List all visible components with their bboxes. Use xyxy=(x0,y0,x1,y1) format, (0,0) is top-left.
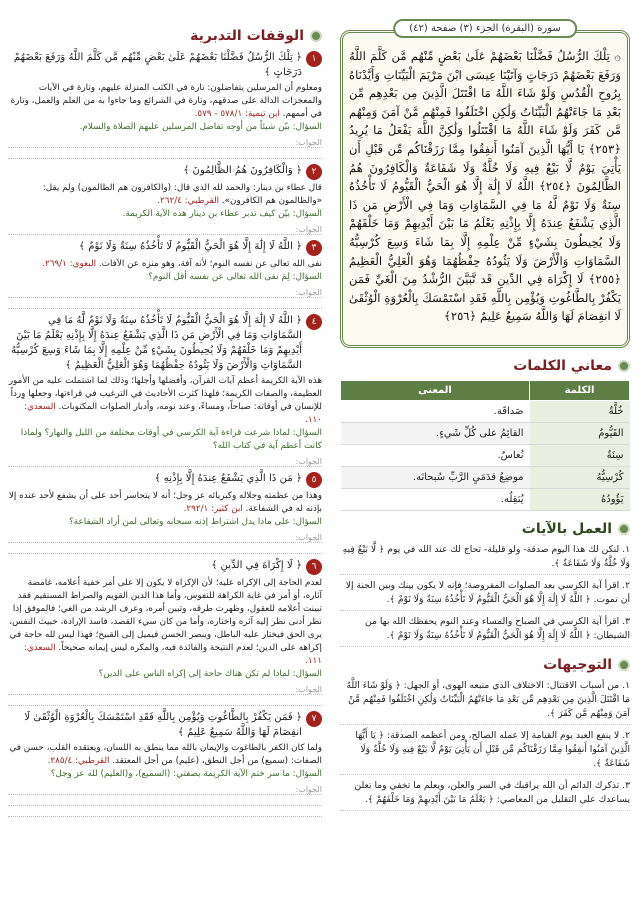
meaning-cell: موضِعُ قدَمَيِ الرَّبِّ سُبحانَه. xyxy=(341,467,530,489)
stop-number-badge: ٥ xyxy=(306,472,322,488)
section-bullet-icon xyxy=(618,523,630,535)
stop-number-badge: ٦ xyxy=(306,559,322,575)
stop-source: ابن تيمية: ٥٧٨/١ - ٥٧٩. xyxy=(194,109,280,119)
tawjihat-title: التوجيهات xyxy=(340,657,630,673)
stop-body-text: نفى الله تعالى عن نفسه النوم؛ لأنه آفة، وهو منزه عن الآفات. xyxy=(98,259,322,269)
stop-source: ابن كثير: ٢٩٢/١. xyxy=(183,504,243,514)
mushaf-frame xyxy=(340,23,630,348)
right-column xyxy=(340,23,630,815)
stop-ayah-text: ﴿ اللَّهُ لَا إِلَٰهَ إِلَّا هُوَ الْحَيُّ الْقَيُّومُ لَا تَأْخُذُهُ سِنَةٌ وَلَا نَوْمٌ ﴾ xyxy=(79,241,302,252)
stop-source: السعدي: ١١١. xyxy=(23,643,322,666)
answer-line[interactable] xyxy=(8,806,322,817)
list-item: ٣. تذكرك الدائم أن الله يراقبك في السر والعلن، ويعلم ما تخفي وما تعلن يساعدك على التقليل من المعاصي: ﴿ يَعْلَمُ مَا بَيْنَ أَيْدِيهِمْ وَمَا خَلْفَهُمْ ﴾. xyxy=(340,779,630,811)
stop-source: البغوي: ٢٦٩/١. xyxy=(42,259,97,269)
stop-body xyxy=(8,577,322,668)
list-item: ٢. اقرأ آية الكرسي بعد الصلوات المفروضة؛ فإنه لا يكون بينك وبين الجنة إلا أن تموت. ﴿ اللَّهُ لَا إِلَٰهَ إِلَّا هُوَ الْحَيُّ الْقَيُّومُ لَا تَأْخُذُهُ سِنَةٌ وَلَا نَوْمٌ ﴾. xyxy=(340,579,630,611)
stop-item xyxy=(8,313,322,467)
stops-title: الوقفات التدبرية xyxy=(8,28,322,44)
stop-item xyxy=(8,50,322,159)
col-word: الكلمة xyxy=(530,381,630,401)
stop-ayah-text: ﴿ اللَّهُ لَا إِلَٰهَ إِلَّا هُوَ الْحَيُّ الْقَيُّومُ لَا تَأْخُذُهُ سِنَةٌ وَلَا نَوْمٌ لَّهُ مَا فِي السَّمَاوَاتِ وَمَا فِي الْأَرْضِ مَن ذَا الَّذِي يَشْفَعُ عِندَهُ إِلَّا بِإِذْنِهِ يَعْلَمُ مَا بَيْنَ أَيْدِيهِمْ وَمَا خَلْفَهُمْ وَلَا يُحِيطُونَ بِشَيْءٍ مِّنْ عِلْمِهِ إِلَّا بِمَا شَاءَ وَسِعَ كُرْسِيُّهُ السَّمَاوَاتِ وَالْأَرْضَ وَلَا يَئُودُهُ حِفْظُهُمَا وَهُوَ الْعَلِيُّ الْعَظِيمُ ﴾ xyxy=(11,315,302,371)
stop-body-text: وهذا من عظمته وجلاله وكبريائه عز وجل؛ أنه لا يتجاسر أحد على أن يشفع لأحد عنده إلا بإذنه له في الشفاعة. xyxy=(8,491,322,514)
table-row xyxy=(341,445,630,467)
stop-number-badge: ٤ xyxy=(306,314,322,330)
stop-answer-label[interactable]: الجواب: xyxy=(8,455,322,467)
stop-source: القرطبي: ٢٨٥/٤. xyxy=(47,756,110,766)
table-row xyxy=(341,489,630,511)
stop-source: السعدي: ١١٠. xyxy=(24,402,322,425)
answer-line[interactable] xyxy=(8,543,322,554)
stop-question: السؤال: لِمَ نفى الله تعالى عن نفسه أقل النوم؟ xyxy=(148,272,322,282)
stop-number-badge: ١ xyxy=(306,51,322,67)
stop-number-badge: ٢ xyxy=(306,164,322,180)
word-cell: القَيُّومُ xyxy=(530,423,630,445)
stop-body xyxy=(8,182,322,208)
stop-ayah xyxy=(8,313,322,373)
table-row xyxy=(341,423,630,445)
amal-list xyxy=(340,543,630,647)
stop-body xyxy=(8,490,322,516)
stop-ayah-text: ﴿ فَمَن يَكْفُرْ بِالطَّاغُوتِ وَيُؤْمِن بِاللَّهِ فَقَدِ اسْتَمْسَكَ بِالْعُرْوَةِ الْوُثْقَىٰ لَا انفِصَامَ لَهَا وَاللَّهُ سَمِيعٌ عَلِيمٌ ﴾ xyxy=(24,712,302,738)
stop-body xyxy=(8,742,322,768)
stop-number-badge: ٧ xyxy=(306,711,322,727)
section-bullet-icon xyxy=(618,360,630,372)
stop-body-text: هذه الآية الكريمة أعظم آيات القرآن، وأفضلها وأجلها؛ وذلك لما اشتملت عليه من الأمور العظيمة، والصفات الكريمة؛ فلهذا كثرت الأحاديث في الترغيب في قراءتها، وجعلها وِرداً للإنسان في أوقاته: صباحاً، ومساءً، وعند نومه، وأدبار الصلوات المكتوبات. xyxy=(8,376,322,412)
section-bullet-icon xyxy=(310,30,322,42)
words-table-header xyxy=(341,381,630,401)
meaning-cell: القائِمُ على كُلِّ شَيءٍ. xyxy=(341,423,530,445)
stop-ayah xyxy=(8,50,322,80)
stop-answer-label[interactable]: الجواب: xyxy=(8,286,322,298)
meaning-cell: صَداقَة. xyxy=(341,401,530,423)
stop-ayah-text: ﴿ وَالْكَافِرُونَ هُمُ الظَّالِمُونَ ﴾ xyxy=(183,165,302,176)
stop-body xyxy=(8,82,322,121)
col-meaning: المعنى xyxy=(341,381,530,401)
stop-question: السؤال: بيّن شيئاً من أوجه تفاضل المرسلين عليهم الصلاة والسلام. xyxy=(79,122,322,132)
stop-body xyxy=(8,258,322,271)
answer-line[interactable] xyxy=(8,795,322,806)
stop-source: القرطبي: ٢٦٢/٤. xyxy=(157,196,220,206)
answer-line[interactable] xyxy=(8,695,322,706)
answer-line[interactable] xyxy=(8,298,322,309)
word-cell: سِنَةٌ xyxy=(530,445,630,467)
stop-answer-label[interactable]: الجواب: xyxy=(8,223,322,235)
stop-body-text: قال عطاء بن دينار: والحمد لله الذي قال: (والكافرون هم الظالمون) ولم يقل: «والظالمون هم الكافرون». xyxy=(42,183,322,206)
stop-question: السؤال: على ماذا يدل اشتراط إذنه سبحانه وتعالى لمن أراد الشفاعة؟ xyxy=(69,517,322,527)
left-column xyxy=(8,28,322,821)
quran-text: ۞ تِلْكَ الرُّسُلُ فَضَّلْنَا بَعْضَهُمْ عَلَىٰ بَعْضٍ مِّنْهُم مَّن كَلَّمَ اللَّهُ وَرَفَعَ بَعْضَهُمْ دَرَجَاتٍ وَآتَيْنَا عِيسَى ابْنَ مَرْيَمَ الْبَيِّنَاتِ وَأَيَّدْنَاهُ بِرُوحِ الْقُدُسِ وَلَوْ شَاءَ اللَّهُ مَا اقْتَتَلَ الَّذِينَ مِن بَعْدِهِم مِّن بَعْدِ مَا جَاءَتْهُمُ الْبَيِّنَاتُ وَلَٰكِنِ اخْتَلَفُوا فَمِنْهُم مَّنْ آمَنَ وَمِنْهُم مَّن كَفَرَ وَلَوْ شَاءَ اللَّهُ مَا اقْتَتَلُوا وَلَٰكِنَّ اللَّهَ يَفْعَلُ مَا يُرِيدُ ﴿٢٥٣﴾ يَا أَيُّهَا الَّذِينَ آمَنُوا أَنفِقُوا مِمَّا رَزَقْنَاكُم مِّن قَبْلِ أَن يَأْتِيَ يَوْمٌ لَّا بَيْعٌ فِيهِ وَلَا خُلَّةٌ وَلَا شَفَاعَةٌ وَالْكَافِرُونَ هُمُ الظَّالِمُونَ ﴿٢٥٤﴾ اللَّهُ لَا إِلَٰهَ إِلَّا هُوَ الْحَيُّ الْقَيُّومُ لَا تَأْخُذُهُ سِنَةٌ وَلَا نَوْمٌ لَّهُ مَا فِي السَّمَاوَاتِ وَمَا فِي الْأَرْضِ مَن ذَا الَّذِي يَشْفَعُ عِندَهُ إِلَّا بِإِذْنِهِ يَعْلَمُ مَا بَيْنَ أَيْدِيهِمْ وَمَا خَلْفَهُمْ وَلَا يُحِيطُونَ بِشَيْءٍ مِّنْ عِلْمِهِ إِلَّا بِمَا شَاءَ وَسِعَ كُرْسِيُّهُ السَّمَاوَاتِ وَالْأَرْضَ وَلَا يَئُودُهُ حِفْظُهُمَا وَهُوَ الْعَلِيُّ الْعَظِيمُ ﴿٢٥٥﴾ لَا إِكْرَاهَ فِي الدِّينِ قَد تَّبَيَّنَ الرُّشْدُ مِنَ الْغَيِّ فَمَن يَكْفُرْ بِالطَّاغُوتِ وَيُؤْمِن بِاللَّهِ فَقَدِ اسْتَمْسَكَ بِالْعُرْوَةِ الْوُثْقَىٰ لَا انفِصَامَ لَهَا وَاللَّهُ سَمِيعٌ عَلِيمٌ ﴿٢٥٦﴾ xyxy=(349,49,622,324)
tawjihat-list xyxy=(340,679,630,811)
answer-line[interactable] xyxy=(8,148,322,159)
meaning-cell: نُعاسٌ. xyxy=(341,445,530,467)
stop-item xyxy=(8,471,322,554)
list-item: ٣. اقرأ آية الكرسي في الصباح والمساء وعند النوم يحفظك الله بها من الشيطان: ﴿ اللَّهُ لَا إِلَٰهَ إِلَّا هُوَ الْحَيُّ الْقَيُّومُ لَا تَأْخُذُهُ سِنَةٌ وَلَا نَوْمٌ ﴾. xyxy=(340,615,630,647)
mushaf-header: سورة (البقرة) الجزء (٣) صفحة (٤٢) xyxy=(393,19,577,38)
table-row xyxy=(341,467,630,489)
stop-number-badge: ٣ xyxy=(306,240,322,256)
stop-body-text: ومعلوم أن المرسلين يتفاضلون: تارة في الكتب المنزلة عليهم، وتارة في الآيات والمعجزات الدالة على صدقهم، وتارة في الشرائع وما جاءوا به من العلم والعمل، وتارة في أممهم. xyxy=(10,83,322,119)
section-bullet-icon xyxy=(618,659,630,671)
stop-ayah xyxy=(8,239,322,256)
words-table xyxy=(340,380,630,511)
stop-body xyxy=(8,375,322,427)
stop-body-text: لعدم الحاجة إلى الإكراه عليه؛ لأن الإكراه لا يكون إلا على أمر خفية أعلامه، غامضة آثاره، أو أمر في غاية الكراهة للنفوس، وأما هذا الدين القويم والصراط المستقيم فقد تبينت أعلامه للعقول، وظهرت طرقه، وتبين أمره، وعرف الرشد من الغي؛ فالموفق إذا نظر أدنى نظر إليه آثره واختاره، وأما من كان سيء القصد، فاسد الإرادة، خبيث النفس، يرى الحق فيختار عليه الباطل، ويبصر الحسن فيميل إلى القبيح؛ فهذا ليس لله حاجة في إكراهه على الدين؛ لعدم النتيجة والفائدة فيه، والمكره ليس إيمانه صحيحاً. xyxy=(9,578,322,653)
stop-item xyxy=(8,558,322,706)
stop-question: السؤال: بيّن كيف تدبر عطاء بن دينار هذه الآية الكريمة. xyxy=(122,209,322,219)
stop-ayah-text: ﴿ لَا إِكْرَاهَ فِي الدِّينِ ﴾ xyxy=(211,560,302,571)
stop-ayah-text: ﴿ تِلْكَ الرُّسُلُ فَضَّلْنَا بَعْضَهُمْ عَلَىٰ بَعْضٍ مِّنْهُم مَّن كَلَّمَ اللَّهُ وَرَفَعَ بَعْضَهُمْ دَرَجَاتٍ ﴾ xyxy=(13,52,302,78)
table-row xyxy=(341,401,630,423)
stop-ayah-text: ﴿ مَن ذَا الَّذِي يَشْفَعُ عِندَهُ إِلَّا بِإِذْنِهِ ﴾ xyxy=(154,473,302,484)
stop-answer-label[interactable]: الجواب: xyxy=(8,136,322,148)
list-item: ١. لنكن لك هذا اليوم صدقة- ولو قليلة- تحاج لك عند الله في يوم ﴿ لَّا بَيْعٌ فِيهِ وَلَا خُلَّةٌ وَلَا شَفَاعَةٌ ﴾. xyxy=(340,543,630,575)
stop-item xyxy=(8,239,322,309)
word-cell: كُرْسِيُّهُ xyxy=(530,467,630,489)
stop-answer-label[interactable]: الجواب: xyxy=(8,683,322,695)
word-cell: خُلَّةٌ xyxy=(530,401,630,423)
stop-item xyxy=(8,163,322,235)
stop-ayah xyxy=(8,471,322,488)
word-cell: يَؤُودُهُ xyxy=(530,489,630,511)
stop-ayah xyxy=(8,163,322,180)
stop-body-text: ولما كان الكفر بالطاغوت والإيمان بالله مما ينطق به اللسان، ويعتقده القلب، حسن في الصفات: (سميع) من أجل النطق، (عليم) من أجل المعتقد. xyxy=(9,743,322,766)
list-item: ٢. لا ينفع العبد يوم القيامة إلا عمله الصالح، ومن أعظمه الصدقة: ﴿ يَا أَيُّهَا الَّذِينَ آمَنُوا أَنفِقُوا مِمَّا رَزَقْنَاكُم مِّن قَبْلِ أَن يَأْتِيَ يَوْمٌ لَّا بَيْعٌ فِيهِ وَلَا خُلَّةٌ وَلَا شَفَاعَةٌ ﴾. xyxy=(340,729,630,775)
amal-title: العمل بالآيات xyxy=(340,521,630,537)
stop-answer-label[interactable]: الجواب: xyxy=(8,531,322,543)
list-item: ١. من أسباب الاقتتال: الاختلاف الذي منبعه الهوى، أو الجهل: ﴿ وَلَوْ شَاءَ اللَّهُ مَا اقْتَتَلَ الَّذِينَ مِن بَعْدِهِم مِّن بَعْدِ مَا جَاءَتْهُمُ الْبَيِّنَاتُ وَلَٰكِنِ اخْتَلَفُوا فَمِنْهُم مَّنْ آمَنَ وَمِنْهُم مَّن كَفَرَ ﴾. xyxy=(340,679,630,725)
words-title: معاني الكلمات xyxy=(340,358,630,374)
stops-list xyxy=(8,50,322,817)
stop-question: السؤال: لماذا شرعت قراءة آية الكرسي في أوقات مختلفة من الليل والنهار؟ ولماذا كانت أعظم آية في كتاب الله؟ xyxy=(20,428,322,451)
stop-question: السؤال: ما سر ختم الآية الكريمة بصفتي: (السميع)، و(العليم) لله عز وجل؟ xyxy=(50,769,322,779)
stop-item xyxy=(8,710,322,817)
stop-ayah xyxy=(8,710,322,740)
stop-question: السؤال: لماذا لم تكن هناك حاجة إلى إكراه الناس على الدين؟ xyxy=(98,669,322,679)
meaning-cell: يُثقِلُه. xyxy=(341,489,530,511)
stop-answer-label[interactable]: الجواب: xyxy=(8,783,322,795)
stop-ayah xyxy=(8,558,322,575)
